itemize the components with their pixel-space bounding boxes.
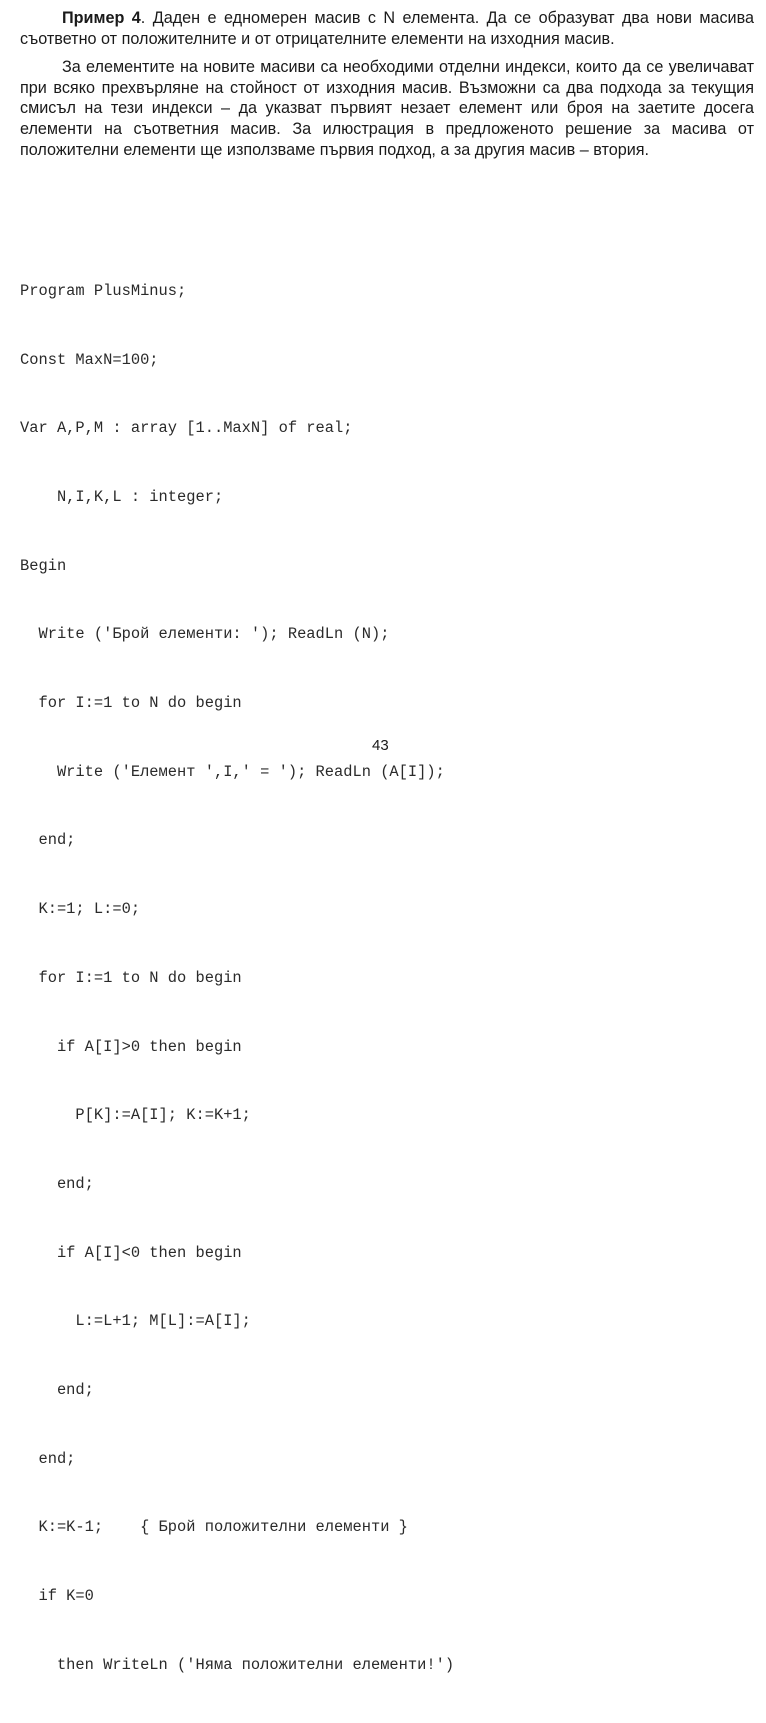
code-line: L:=L+1; M[L]:=A[I]; (20, 1312, 251, 1331)
code-line: K:=1; L:=0; (20, 900, 141, 919)
paragraph-example-intro: Пример 4. Даден е едномерен масив с N елемента. Да се образуват два нови масива съответно от положителните и от отрицателните елементи на изходния масив. (20, 9, 755, 48)
problem-statement (20, 8, 754, 160)
paragraph-indices-explanation: За елементите на новите масиви са необходими отделни индекси, които да се увеличават при всяко прехвърляне на стойност от изходния масив. Възможни са два подхода за текущия смисъл на тези индекси – да указват първият незает елемент или броя на заетите досега елементи на съответния масив. За илюстрация в предложеното решение за масива от положителни елементи ще използваме първия подход, а за другия масив – втория. (20, 58, 754, 159)
code-line: Program PlusMinus; (20, 281, 187, 300)
code-line: Write ('Елемент ',I,' = '); ReadLn (A[I]); (20, 762, 445, 781)
code-line: K:=K-1; { Брой положителни елементи } (20, 1518, 408, 1537)
code-line: Begin (20, 556, 67, 575)
page-number: 43 (372, 737, 389, 754)
paragraph-1-text: Даден е едномерен масив с N елемента. Да се образуват два нови масива съответно от положителните и от отрицателните елементи на изходния масив. (20, 9, 755, 48)
code-line: Const MaxN=100; (20, 350, 159, 369)
code-line: for I:=1 to N do begin (20, 694, 242, 713)
code-line: end; (20, 1381, 94, 1400)
code-line: if K=0 (20, 1587, 94, 1606)
code-line: Var A,P,M : array [1..MaxN] of real; (20, 419, 353, 438)
code-line: N,I,K,L : integer; (20, 487, 224, 506)
code-line: Write ('Брой елементи: '); ReadLn (N); (20, 625, 390, 644)
example-label: Пример 4 (62, 9, 141, 27)
code-line: for I:=1 to N do begin (20, 968, 242, 987)
code-line: end; (20, 831, 76, 850)
code-line: if A[I]<0 then begin (20, 1243, 242, 1262)
code-line: end; (20, 1174, 94, 1193)
code-line: end; (20, 1449, 76, 1468)
code-listing (20, 234, 760, 1723)
code-line: P[K]:=A[I]; K:=K+1; (20, 1106, 251, 1125)
code-line: then WriteLn ('Няма положителни елементи!') (20, 1655, 455, 1674)
code-line: if A[I]>0 then begin (20, 1037, 242, 1056)
